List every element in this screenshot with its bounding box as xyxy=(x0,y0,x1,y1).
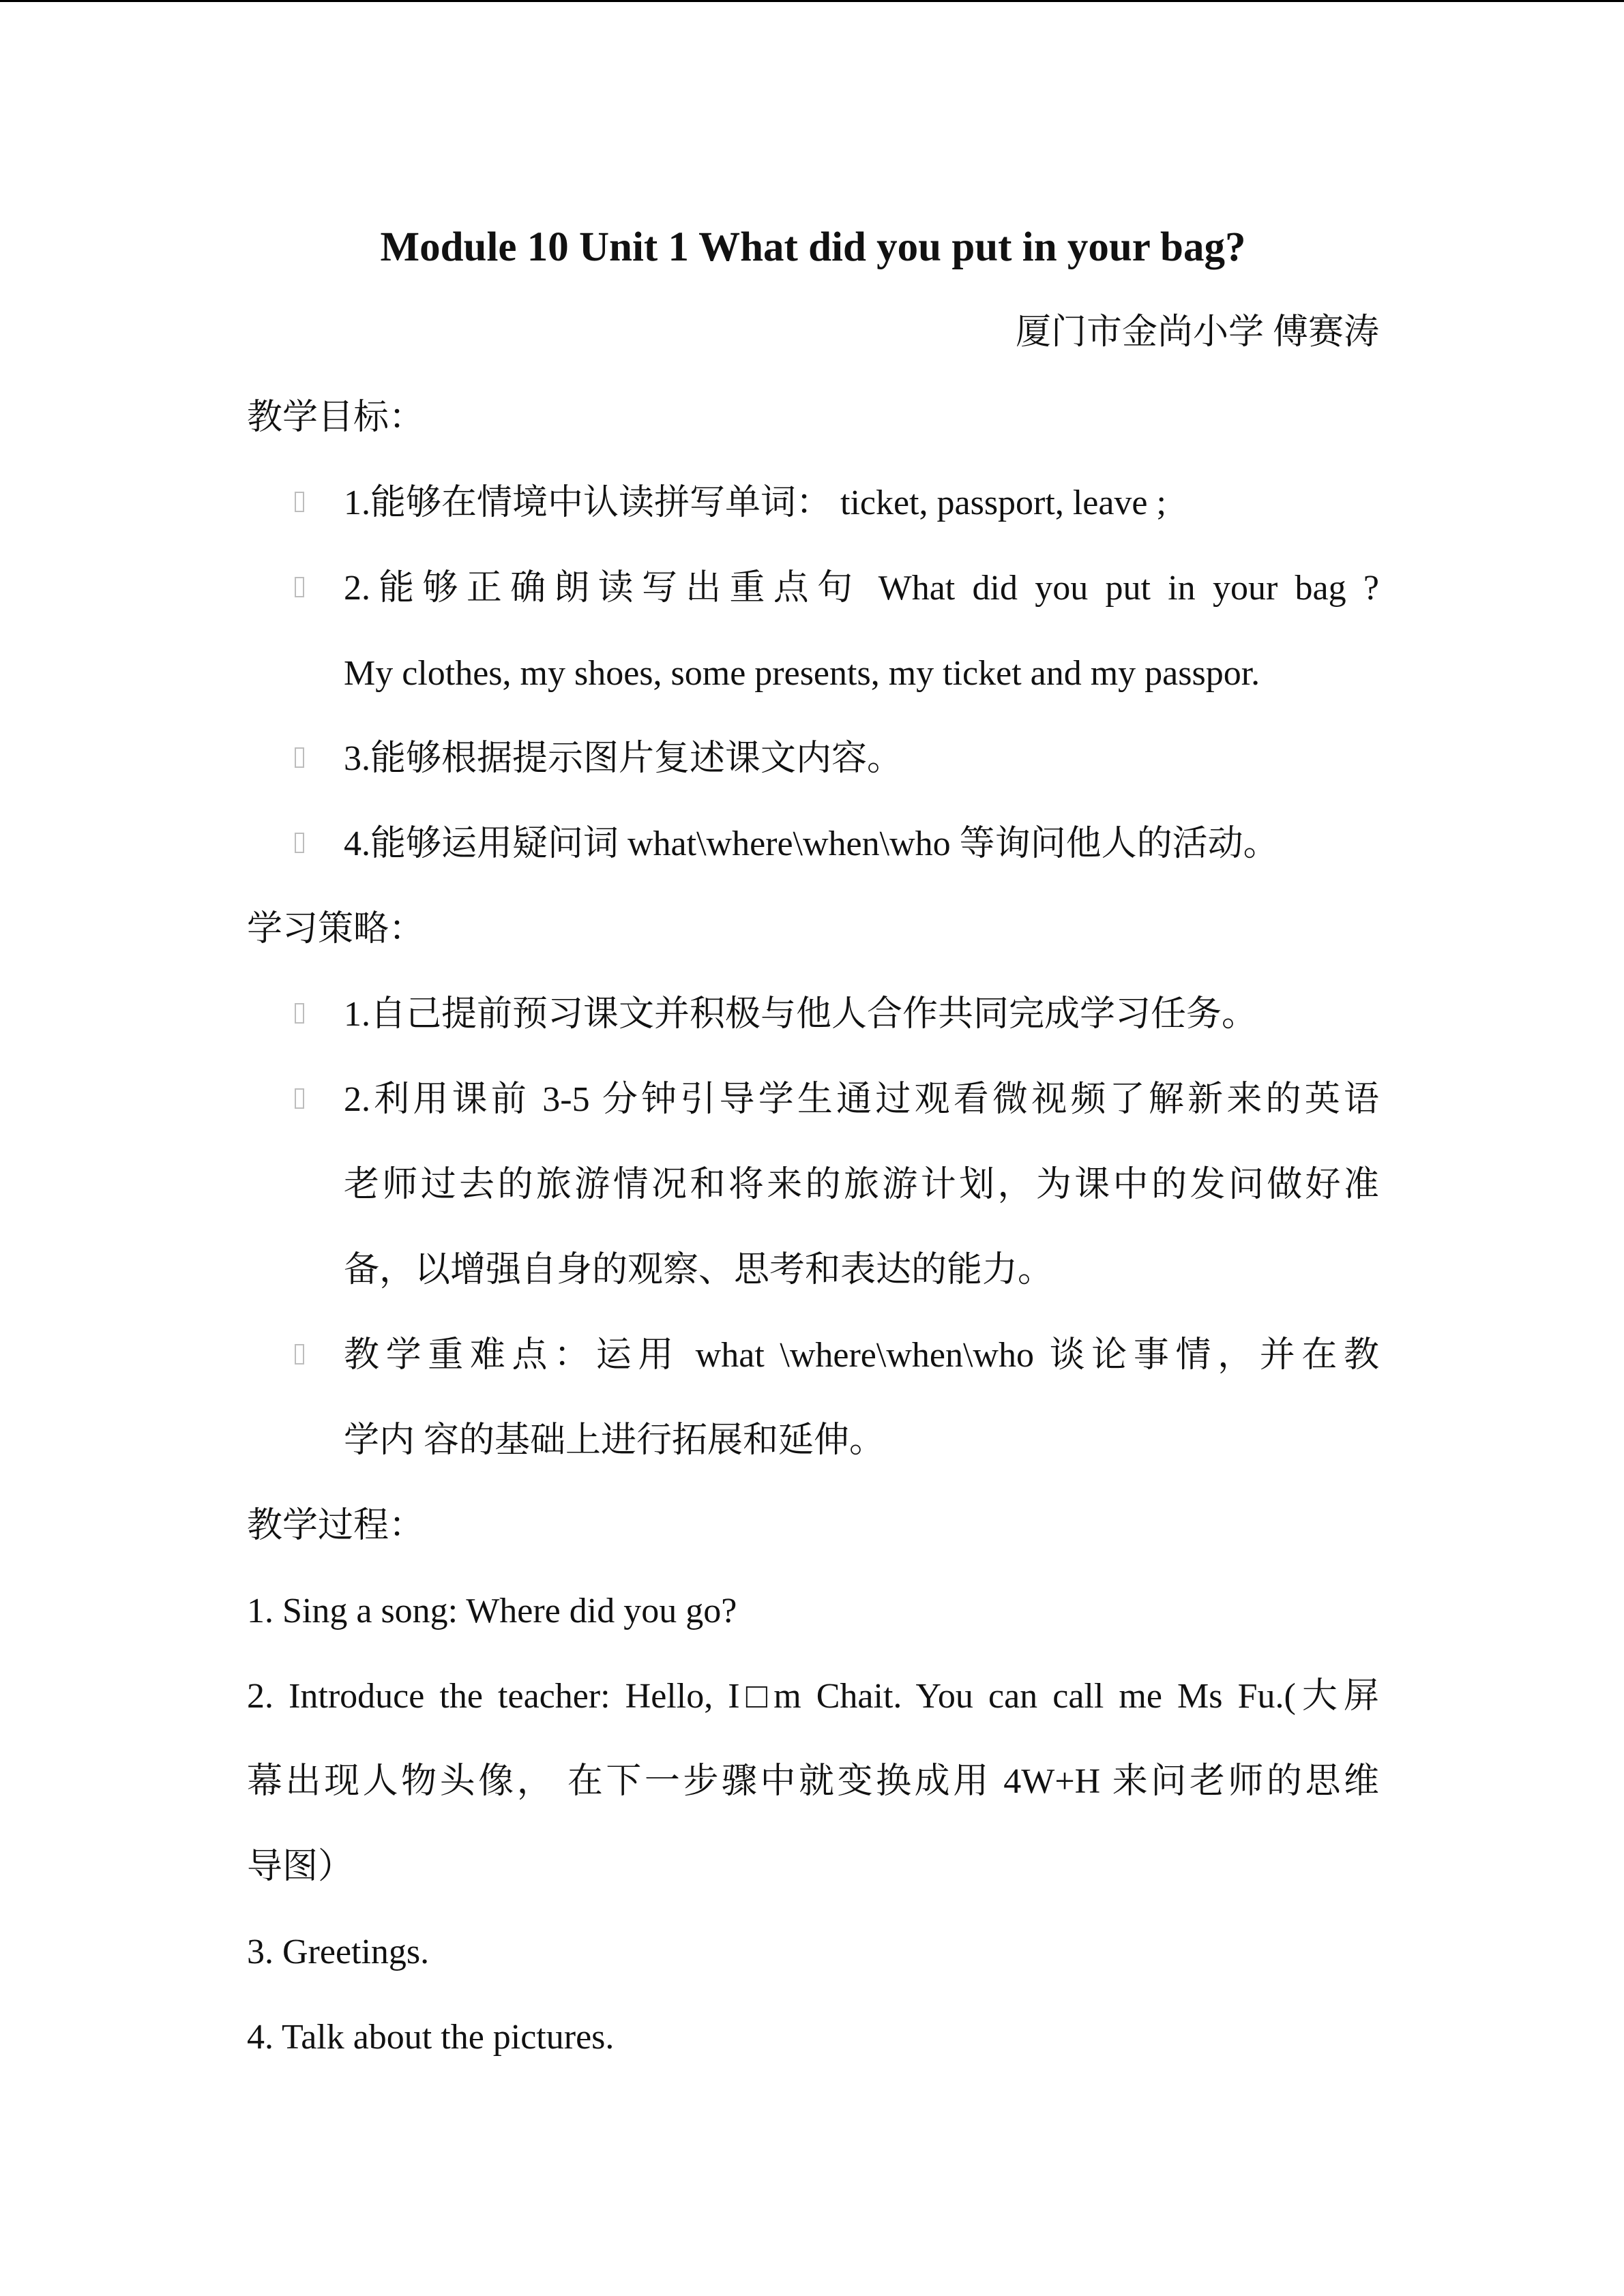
list-item xyxy=(247,801,1379,886)
document-title: Module 10 Unit 1 What did you put in your bag? xyxy=(380,224,1246,270)
bullet-box-icon xyxy=(295,1088,304,1109)
process-step xyxy=(247,1909,1379,1995)
list-item xyxy=(247,1313,1379,1483)
list-item xyxy=(247,716,1379,801)
process-step-line: 3. Greetings. xyxy=(247,1933,430,1971)
strategies-list xyxy=(247,972,1379,1483)
list-item-line: 学内 容的基础上进行拓展和延伸。 xyxy=(344,1421,885,1460)
list-item-line: 2.利用课前 3-5 分钟引导学生通过观看微视频了解新来的英语 xyxy=(344,1080,1379,1119)
list-item-line: 3.能够根据提示图片复述课文内容。 xyxy=(344,739,903,778)
process-step xyxy=(247,1654,1379,1909)
list-item xyxy=(247,1057,1379,1313)
bullet-box-icon xyxy=(295,492,304,512)
list-item-line: 老师过去的旅游情况和将来的旅游计划，为课中的发问做好准 xyxy=(344,1165,1379,1204)
list-item-line: My clothes, my shoes, some presents, my ticket and my passpor. xyxy=(344,654,1260,693)
bullet-box-icon xyxy=(295,833,304,853)
process-heading: 教学过程： xyxy=(247,1506,425,1545)
process-step-line: 导图） xyxy=(247,1847,354,1886)
process-step-line: 幕出现人物头像， 在下一步骤中就变换成用 4W+H 来问老师的思维 xyxy=(247,1762,1379,1801)
bullet-box-icon xyxy=(295,1003,304,1024)
document-page xyxy=(247,205,1379,2080)
objectives-list xyxy=(247,460,1379,886)
bullet-box-icon xyxy=(295,1344,304,1365)
process-step-line: 4. Talk about the pictures. xyxy=(247,2018,615,2057)
bullet-box-icon xyxy=(295,747,304,768)
list-item-line: 备，以增强自身的观察、思考和表达的能力。 xyxy=(344,1251,1054,1289)
list-item xyxy=(247,460,1379,546)
list-item-line: 1.能够在情境中认读拼写单词： ticket, passport, leave ; xyxy=(344,483,1166,522)
page-top-border xyxy=(0,0,1624,2)
strategies-heading: 学习策略： xyxy=(247,910,425,949)
process-step-line: 1. Sing a song: Where did you go? xyxy=(247,1592,737,1630)
process-step xyxy=(247,1568,1379,1654)
author-line: 厦门市金尚小学 傅赛涛 xyxy=(1015,313,1379,352)
bullet-box-icon xyxy=(295,577,304,597)
process-step xyxy=(247,1995,1379,2080)
objectives-heading: 教学目标： xyxy=(247,398,425,437)
list-item-line: 1.自己提前预习课文并积极与他人合作共同完成学习任务。 xyxy=(344,995,1258,1034)
list-item-line: 教学重难点：运用 what \where\when\who 谈论事情，并在教 xyxy=(344,1336,1379,1375)
list-item-line: 4.能够运用疑问词 what\where\when\who 等询问他人的活动。 xyxy=(344,824,1279,863)
list-item xyxy=(247,546,1379,716)
list-item xyxy=(247,972,1379,1057)
process-step-line: 2. Introduce the teacher: Hello, I□m Chait. You can call me Ms Fu.(大屏 xyxy=(247,1677,1379,1716)
list-item-line: 2.能够正确朗读写出重点句 What did you put in your bag ? xyxy=(344,569,1379,608)
